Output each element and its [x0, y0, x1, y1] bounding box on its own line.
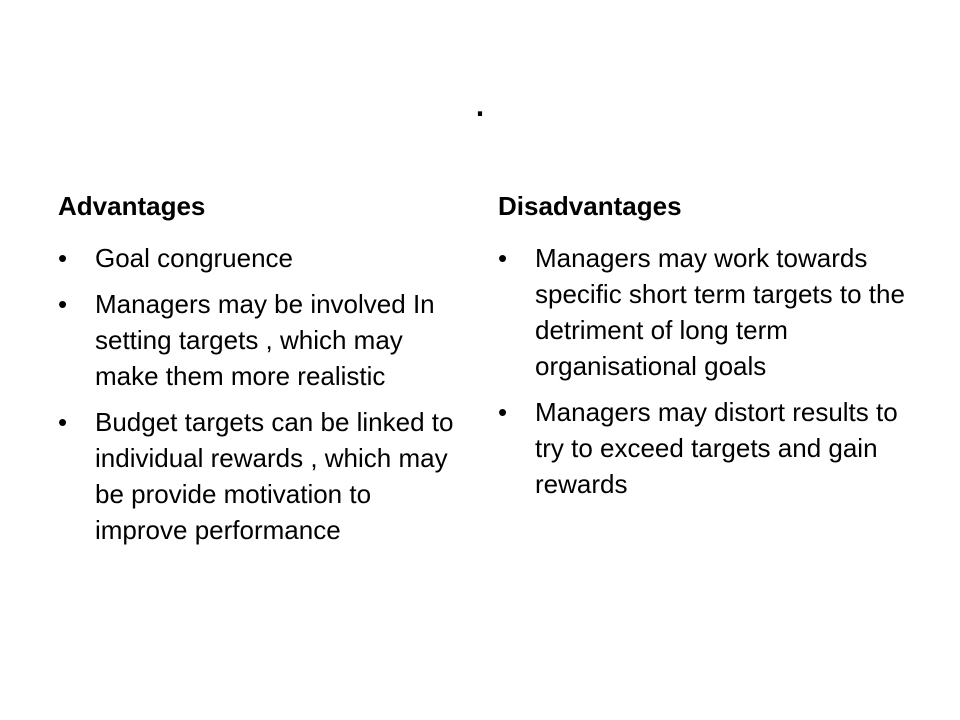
disadvantages-heading: Disadvantages: [498, 191, 682, 221]
bullet-icon: •: [498, 243, 508, 273]
bullet-icon: •: [498, 397, 508, 427]
list-item: [498, 240, 908, 384]
slide-title: .: [473, 77, 487, 126]
disadvantages-column: [498, 188, 908, 512]
list-item: [58, 404, 468, 548]
disadvantage-text: Managers may work towards specific short term targets to the detriment of long term organisational goals: [535, 243, 905, 381]
advantage-text: Budget targets can be linked to individual rewards , which may be provide motivation to improve performance: [95, 407, 454, 545]
advantage-text: Goal congruence: [95, 243, 294, 273]
advantages-column: [58, 188, 468, 558]
advantage-text: Managers may be involved In setting targets , which may make them more realistic: [95, 289, 435, 391]
bullet-icon: •: [58, 407, 68, 437]
list-item: [498, 394, 908, 502]
list-item: [58, 286, 468, 394]
disadvantages-list: [498, 240, 908, 502]
list-item: [58, 240, 468, 276]
advantages-heading: Advantages: [58, 191, 206, 221]
advantages-list: [58, 240, 468, 548]
bullet-icon: •: [58, 243, 68, 273]
bullet-icon: •: [58, 289, 68, 319]
disadvantage-text: Managers may distort results to try to exceed targets and gain rewards: [535, 397, 898, 499]
